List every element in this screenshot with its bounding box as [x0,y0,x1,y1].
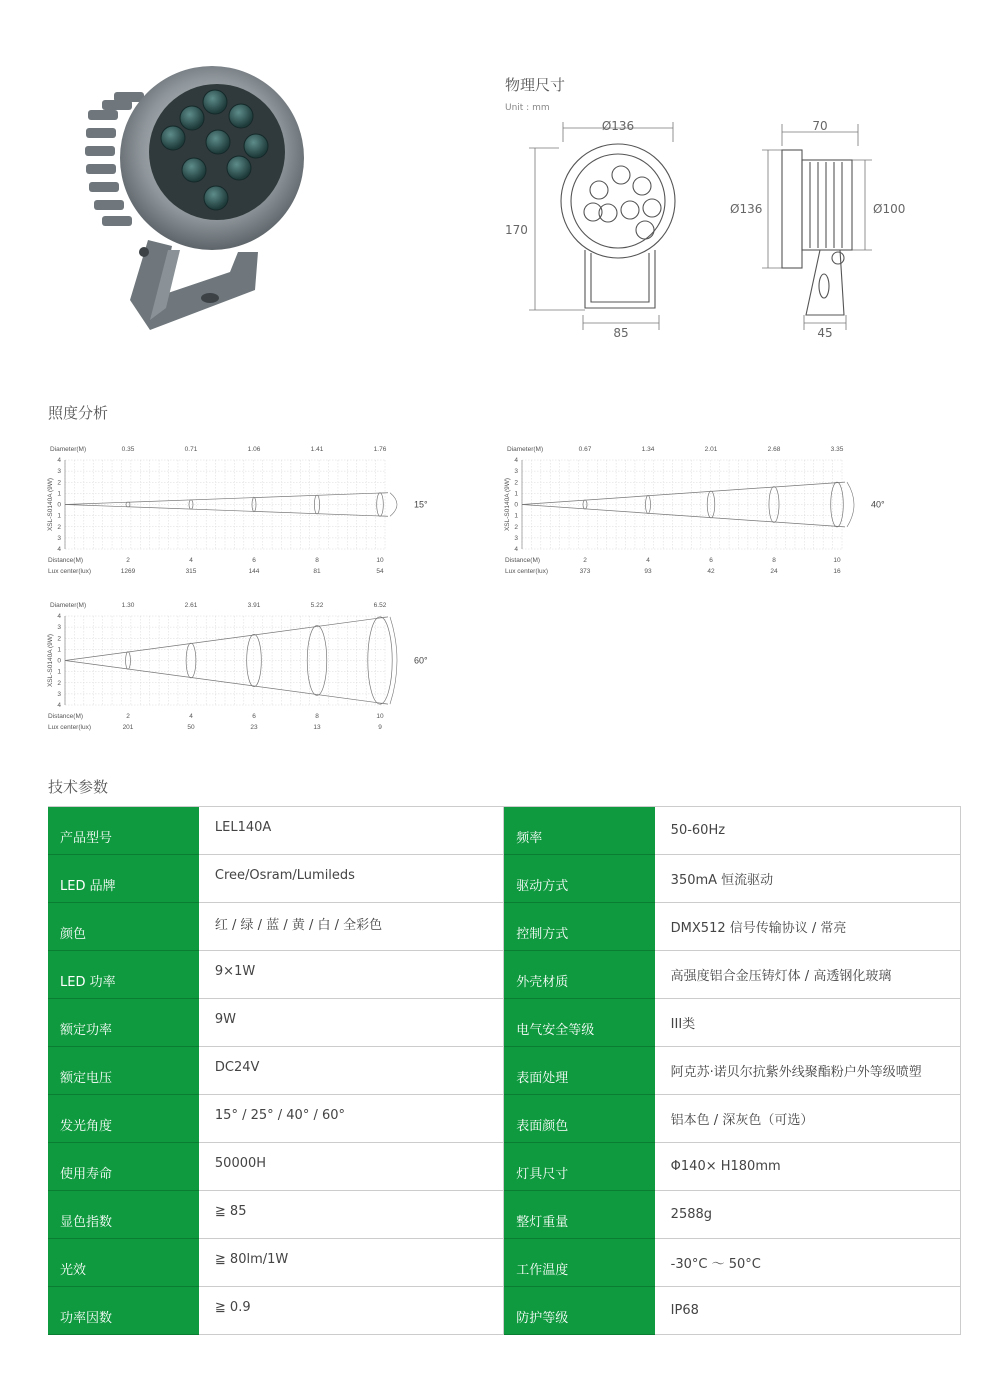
lux-value: 24 [770,568,778,575]
lux-label: Lux center(lux) [505,568,548,575]
beam-edge [65,661,388,705]
spec-row [48,1047,961,1095]
spec-row [48,951,961,999]
beam-arc [847,482,854,527]
diameter-value: 2.01 [704,446,718,453]
spec-key: 整灯重量 [504,1191,655,1239]
side-inner-dia-label: Ø100 [873,202,906,216]
distance-label: Distance(M) [48,713,84,720]
spec-row [48,1143,961,1191]
beam-edge [65,617,388,661]
distance-value: 2 [583,557,587,564]
beam-arc [390,493,397,517]
y-tick-label: 3 [514,534,518,542]
spec-key: 电气安全等级 [504,999,655,1047]
diameter-value: 1.76 [373,446,387,453]
distance-value: 6 [252,557,256,564]
distance-value: 10 [376,557,384,564]
y-tick-label: 2 [57,635,61,643]
lux-value: 201 [122,724,134,731]
spec-key: LED 品牌 [48,855,199,903]
diameter-value: 1.06 [247,446,261,453]
lux-label: Lux center(lux) [48,568,91,575]
physical-title: 物理尺寸 [505,76,566,94]
spec-value: Φ140× H180mm [655,1143,961,1191]
beam-edge [65,493,388,505]
lux-value: 373 [579,568,591,575]
diameter-value: 3.35 [830,446,844,453]
distance-value: 8 [315,557,319,564]
spec-key: 光效 [48,1239,199,1287]
distance-value: 2 [126,713,130,720]
y-tick-label: 3 [57,468,61,476]
distance-value: 6 [252,713,256,720]
beam-arc [390,617,397,704]
chart-60deg [40,596,430,736]
side-base-label: 45 [817,326,833,340]
y-tick-label: 2 [57,479,61,487]
distance-value: 8 [772,557,776,564]
lux-value: 16 [833,568,841,575]
distance-value: 2 [126,557,130,564]
spec-row [48,1287,961,1335]
lux-value: 42 [707,568,715,575]
spec-key: 表面处理 [504,1047,655,1095]
y-tick-label: 2 [514,479,518,487]
spec-row [48,855,961,903]
spec-row [48,903,961,951]
spec-value: 阿克苏·诺贝尔抗紫外线聚酯粉户外等级喷塑 [655,1047,961,1095]
lux-value: 144 [248,568,260,575]
spec-value: 高强度铝合金压铸灯体 / 高透钢化玻璃 [655,951,961,999]
spec-value: -30°C ～ 50°C [655,1239,961,1287]
distance-label: Distance(M) [505,557,541,564]
lux-label: Lux center(lux) [48,724,91,731]
spec-key: 产品型号 [48,807,199,855]
model-label: XSL-S0140A (9W) [504,477,511,532]
spec-value: ≧ 80lm/1W [199,1239,504,1287]
lux-value: 93 [644,568,652,575]
y-tick-label: 1 [57,668,61,676]
lux-value: 23 [250,724,258,731]
diameter-label: Diameter(M) [50,446,87,453]
y-tick-label: 4 [57,546,61,553]
chart-15deg [40,440,430,580]
specs-title: 技术参数 [48,778,109,796]
spec-value: DC24V [199,1047,504,1095]
y-tick-label: 4 [514,546,518,553]
distance-value: 6 [709,557,713,564]
chart-40deg [497,440,887,580]
spec-value: 50000H [199,1143,504,1191]
spec-value: 红 / 绿 / 蓝 / 黄 / 白 / 全彩色 [199,903,504,951]
y-tick-label: 0 [514,501,518,509]
spec-value: III类 [655,999,961,1047]
diameter-value: 2.68 [767,446,781,453]
lux-value: 50 [187,724,195,731]
spec-value: DMX512 信号传输协议 / 常亮 [655,903,961,951]
y-tick-label: 3 [57,624,61,632]
spec-key: 使用寿命 [48,1143,199,1191]
distance-value: 10 [376,713,384,720]
y-tick-label: 1 [57,646,61,654]
diameter-value: 0.35 [121,446,135,453]
spec-key: 发光角度 [48,1095,199,1143]
spec-value: ≧ 0.9 [199,1287,504,1335]
spec-row [48,807,961,855]
y-tick-label: 4 [57,613,61,620]
y-tick-label: 0 [57,501,61,509]
spec-key: 防护等级 [504,1287,655,1335]
spec-value: 50-60Hz [655,807,961,855]
distance-value: 10 [833,557,841,564]
spec-key: 驱动方式 [504,855,655,903]
diameter-value: 1.30 [121,602,135,609]
spec-value: LEL140A [199,807,504,855]
spec-row [48,1095,961,1143]
y-tick-label: 1 [514,490,518,498]
spec-key: 频率 [504,807,655,855]
diameter-value: 0.71 [184,446,198,453]
front-width-label: Ø136 [601,119,635,133]
y-tick-label: 2 [514,523,518,531]
spec-value: 铝本色 / 深灰色（可选） [655,1095,961,1143]
spec-key: 显色指数 [48,1191,199,1239]
spec-value: 2588g [655,1191,961,1239]
diameter-value: 1.41 [310,446,324,453]
distance-value: 4 [646,557,650,564]
lux-value: 315 [185,568,197,575]
diameter-label: Diameter(M) [507,446,544,453]
distance-value: 4 [189,557,193,564]
side-view-drawing [720,110,920,350]
side-depth-label: 70 [812,119,828,133]
y-tick-label: 4 [57,702,61,709]
spec-key: 额定电压 [48,1047,199,1095]
y-tick-label: 3 [57,534,61,542]
product-image [80,40,310,340]
y-tick-label: 1 [57,512,61,520]
diameter-value: 1.34 [641,446,655,453]
model-label: XSL-S0140A (9W) [47,477,54,532]
unit-label: Unit : mm [505,103,550,113]
distance-value: 8 [315,713,319,720]
spec-value: 350mA 恒流驱动 [655,855,961,903]
beam-edge [65,505,388,517]
spec-value: Cree/Osram/Lumileds [199,855,504,903]
side-outer-dia-label: Ø136 [730,202,763,216]
diameter-value: 2.61 [184,602,198,609]
lux-value: 81 [313,568,321,575]
y-tick-label: 1 [57,490,61,498]
distance-value: 4 [189,713,193,720]
spec-key: LED 功率 [48,951,199,999]
illuminance-title: 照度分析 [48,404,109,422]
spec-value: ≧ 85 [199,1191,504,1239]
y-tick-label: 0 [57,657,61,665]
front-height-label: 170 [505,223,528,237]
diameter-value: 6.52 [373,602,387,609]
spec-row [48,1239,961,1287]
beam-angle-label: 15° [414,499,428,510]
model-label: XSL-S0140A (9W) [47,633,54,688]
spec-row [48,999,961,1047]
y-tick-label: 1 [514,512,518,520]
beam-angle-label: 60° [414,655,428,666]
y-tick-label: 4 [514,457,518,464]
spec-table [48,806,961,1335]
spec-key: 颜色 [48,903,199,951]
lux-value: 9 [378,724,382,731]
spec-value: 9×1W [199,951,504,999]
y-tick-label: 3 [57,690,61,698]
beam-angle-label: 40° [871,499,885,510]
spec-key: 外壳材质 [504,951,655,999]
spec-value: IP68 [655,1287,961,1335]
diameter-value: 3.91 [247,602,261,609]
spec-key: 工作温度 [504,1239,655,1287]
front-base-label: 85 [613,326,629,340]
front-view-drawing [495,110,685,350]
diameter-label: Diameter(M) [50,602,87,609]
diameter-value: 0.67 [578,446,592,453]
y-tick-label: 4 [57,457,61,464]
spec-key: 灯具尺寸 [504,1143,655,1191]
spec-value: 9W [199,999,504,1047]
distance-label: Distance(M) [48,557,84,564]
y-tick-label: 3 [514,468,518,476]
spec-key: 额定功率 [48,999,199,1047]
lux-value: 54 [376,568,384,575]
lux-value: 1269 [120,568,136,575]
y-tick-label: 2 [57,523,61,531]
spec-value: 15° / 25° / 40° / 60° [199,1095,504,1143]
spec-key: 功率因数 [48,1287,199,1335]
spec-key: 表面颜色 [504,1095,655,1143]
spec-key: 控制方式 [504,903,655,951]
lux-value: 13 [313,724,321,731]
spec-row [48,1191,961,1239]
y-tick-label: 2 [57,679,61,687]
diameter-value: 5.22 [310,602,324,609]
